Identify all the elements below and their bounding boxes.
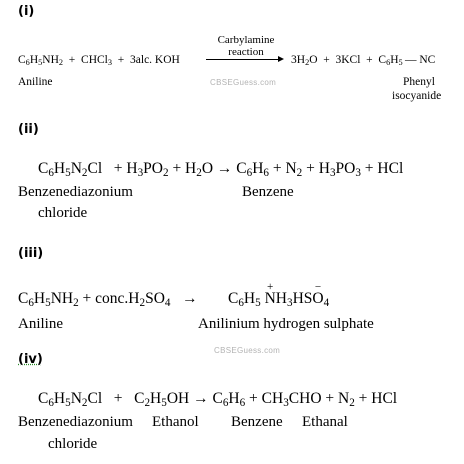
- eq3-reagent: conc.H: [95, 290, 140, 307]
- eq3-label-aniline: Aniline: [18, 316, 63, 332]
- eq1-chloroform: CHCl: [81, 54, 108, 66]
- carbylamine-arrow: [206, 32, 286, 66]
- eq2-label-benzenediazonium: Benzenediazonium: [18, 184, 133, 200]
- eq4-label-ethanol: Ethanol: [152, 414, 199, 430]
- eq3-label-anilinium: Anilinium hydrogen sulphate: [198, 316, 374, 332]
- eq3-reactants: $C_6H_5NH_2$ + $conc.H_2SO_4$ →: [18, 290, 198, 309]
- eq1-koh: 3alc. KOH: [130, 54, 180, 66]
- eq4-label-ethanal: Ethanal: [302, 414, 348, 430]
- section-label-ii: (ii): [18, 122, 39, 137]
- eq1-water: 3H: [291, 54, 306, 66]
- eq4-label-benzene: Benzene: [231, 414, 283, 430]
- arrow-label-bottom: reaction: [228, 46, 264, 58]
- eq1-reactants: $C_6H_5NH_2$ + CHCl$_3$ + 3alc. KOH: [18, 54, 180, 68]
- eq1-label-isocyanide: isocyanide: [392, 90, 442, 102]
- eq3-product: $C_6H_5$ N + $H_3HSO$ − $_4$: [228, 280, 330, 309]
- eq4-label-chloride: chloride: [48, 436, 98, 452]
- arrow-shaft: [206, 59, 282, 60]
- eq1-kcl: 3KCl: [335, 54, 361, 66]
- eq1-products: $3H_2O + 3KCl + C_6H_5$ — NC: [291, 54, 436, 68]
- eq2-label-benzene: Benzene: [242, 184, 294, 200]
- watermark-1: CBSEGuess.com: [210, 78, 277, 87]
- eq4-label-benzenediazonium: Benzenediazonium: [18, 414, 133, 430]
- eq1-label-aniline: Aniline: [18, 76, 53, 88]
- section-label-iii: (iii): [18, 246, 44, 261]
- eq4-equation: $C_6H_5N_2Cl + C_2H_5OH \to C_6H_6 + CH_3CHO + N_2$ + HCl: [38, 390, 398, 409]
- eq2-label-chloride: chloride: [38, 205, 88, 221]
- arrow-head: [278, 56, 284, 62]
- watermark-2: CBSEGuess.com: [214, 346, 281, 355]
- section-label-i: (i): [18, 4, 35, 19]
- eq1-label-phenyl: Phenyl: [403, 76, 435, 88]
- section-label-iv: (iv): [18, 352, 43, 367]
- arrow-label-top: Carbylamine: [217, 34, 275, 46]
- eq2-equation: $C_6H_5N_2Cl + H_3PO_2 + H_2O \to C_6H_6 + N_2 + H_3PO_3$ + HCl: [38, 160, 404, 179]
